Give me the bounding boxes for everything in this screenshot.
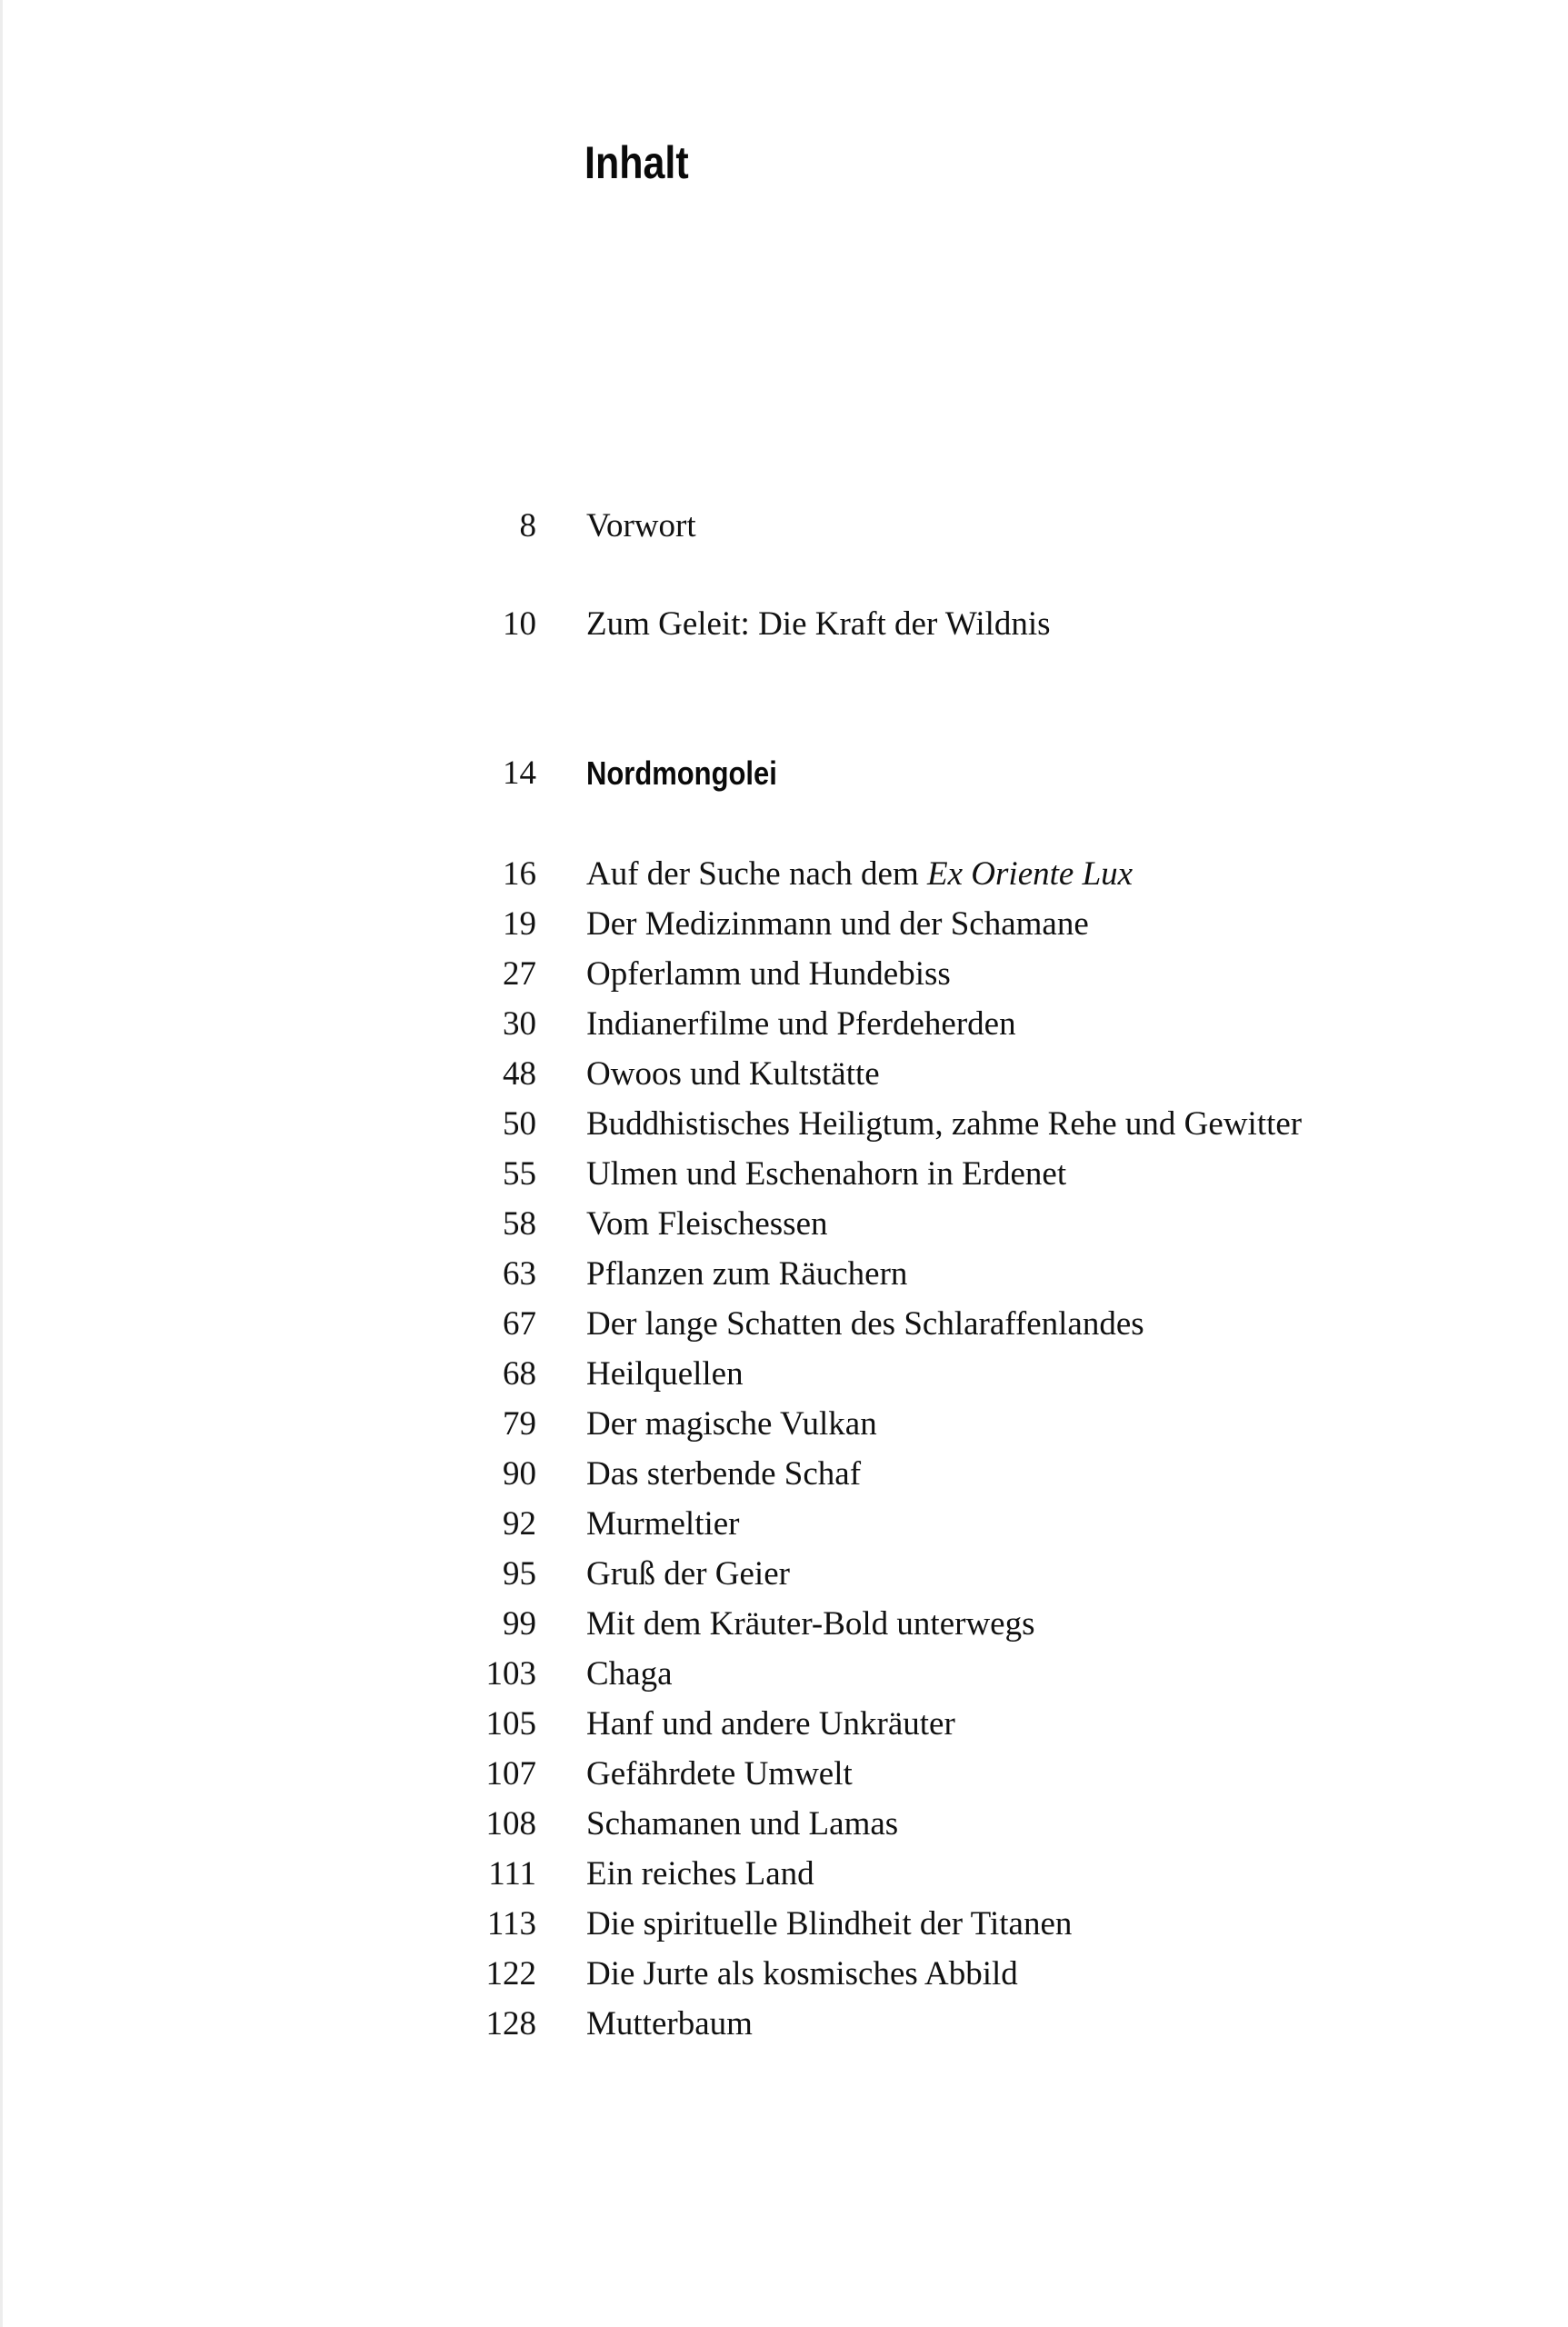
toc-entry-title: [586, 849, 1133, 900]
toc-entry-title: Pflanzen zum Räuchern: [586, 1255, 908, 1293]
toc-page-number: 103: [485, 1655, 536, 1693]
toc-page-number: 27: [503, 955, 536, 993]
toc-entry: [0, 1549, 1568, 1600]
toc-page-number: 14: [503, 754, 536, 792]
toc-entry: [0, 1749, 1568, 1800]
toc-entry-title-text: Auf der Suche nach dem: [586, 855, 928, 893]
toc-page-number: 92: [503, 1505, 536, 1543]
toc-entry-title: Hanf und andere Unkräuter: [586, 1705, 955, 1743]
toc-entry: [0, 949, 1568, 1000]
toc-entry: [0, 1799, 1568, 1850]
toc-entry: [0, 1999, 1568, 2050]
toc-entry: [0, 1099, 1568, 1150]
toc-page-number: 10: [503, 605, 536, 643]
toc-page-number: 67: [503, 1305, 536, 1343]
toc-entry: [0, 999, 1568, 1050]
toc-section-title: Nordmongolei: [586, 754, 777, 792]
toc-entry-title: Mutterbaum: [586, 2005, 753, 2042]
toc-entry-zum-geleit: [0, 599, 1568, 650]
toc-page-number: 55: [503, 1155, 536, 1193]
toc-page-number: 58: [503, 1205, 536, 1243]
toc-entry: [0, 1949, 1568, 2000]
toc-page-number: 68: [503, 1355, 536, 1393]
toc-entry: [0, 1199, 1568, 1250]
toc-page-number: 108: [485, 1805, 536, 1843]
toc-page-number: 30: [503, 1005, 536, 1043]
toc-page-number: 95: [503, 1555, 536, 1593]
toc-page-number: 79: [503, 1405, 536, 1443]
toc-entry-title: Owoos und Kultstätte: [586, 1055, 880, 1093]
toc-entry-title: Heilquellen: [586, 1355, 744, 1393]
toc-entry: [0, 1049, 1568, 1100]
toc-entry-title: Ein reiches Land: [586, 1855, 814, 1893]
toc-entry-title: Opferlamm und Hundebiss: [586, 955, 951, 993]
toc-entry-title: Gefährdete Umwelt: [586, 1755, 853, 1793]
toc-entry-title: Zum Geleit: Die Kraft der Wildnis: [586, 605, 1051, 643]
toc-entry-title: Mit dem Kräuter-Bold unterwegs: [586, 1605, 1035, 1643]
toc-entry: [0, 849, 1568, 900]
toc-page-number: 48: [503, 1055, 536, 1093]
toc-section-nordmongolei: [0, 748, 1568, 799]
toc-page-number: 90: [503, 1455, 536, 1493]
toc-page-number: 113: [486, 1905, 536, 1942]
toc-entry-title: Vorwort: [586, 507, 696, 544]
toc-entry: [0, 1149, 1568, 1200]
toc-entry-title: Chaga: [586, 1655, 673, 1693]
toc-page-number: 16: [503, 855, 536, 893]
toc-entry: [0, 1499, 1568, 1550]
toc-page-number: 128: [485, 2005, 536, 2042]
toc-entry: [0, 1849, 1568, 1900]
page-title: Inhalt: [584, 137, 689, 188]
toc-page-number: 107: [485, 1755, 536, 1793]
toc-entry: [0, 1699, 1568, 1750]
toc-page-number: 99: [503, 1605, 536, 1643]
toc-entry-vorwort: [0, 501, 1568, 552]
toc-entry-title: Gruß der Geier: [586, 1555, 790, 1593]
toc-entry: [0, 1349, 1568, 1400]
toc-entry-title: Der lange Schatten des Schlaraffenlandes: [586, 1305, 1144, 1343]
toc-entry-title: Buddhistisches Heiligtum, zahme Rehe und Gewitter: [586, 1105, 1303, 1143]
toc-entry-title: Ulmen und Eschenahorn in Erdenet: [586, 1155, 1067, 1193]
toc-page-number: 8: [519, 507, 536, 544]
toc-entry: [0, 1449, 1568, 1500]
toc-entry: [0, 1399, 1568, 1450]
toc-entry-title: Die Jurte als kosmisches Abbild: [586, 1955, 1018, 1992]
toc-entry-title-italic: Ex Oriente Lux: [927, 855, 1134, 893]
toc-page-number: 50: [503, 1105, 536, 1143]
toc-page-number: 122: [485, 1955, 536, 1992]
toc-entry-title: Vom Fleischessen: [586, 1205, 828, 1243]
toc-entry: [0, 1299, 1568, 1350]
toc-entry-title: Der Medizinmann und der Schamane: [586, 905, 1089, 943]
toc-entry-title: Indianerfilme und Pferdeherden: [586, 1005, 1016, 1043]
toc-entry: [0, 899, 1568, 950]
toc-entry-title: Schamanen und Lamas: [586, 1805, 899, 1843]
toc-entry-title: Die spirituelle Blindheit der Titanen: [586, 1905, 1073, 1942]
toc-page-number: 111: [488, 1855, 536, 1893]
toc-entry-title: Murmeltier: [586, 1505, 740, 1543]
toc-page-number: 19: [503, 905, 536, 943]
toc-page-number: 105: [485, 1705, 536, 1743]
toc-entry: [0, 1899, 1568, 1950]
toc-entry: [0, 1599, 1568, 1650]
toc-page-number: 63: [503, 1255, 536, 1293]
toc-entry-title: Der magische Vulkan: [586, 1405, 877, 1443]
toc-entry-title: Das sterbende Schaf: [586, 1455, 862, 1493]
toc-entry: [0, 1649, 1568, 1700]
toc-entry: [0, 1249, 1568, 1300]
